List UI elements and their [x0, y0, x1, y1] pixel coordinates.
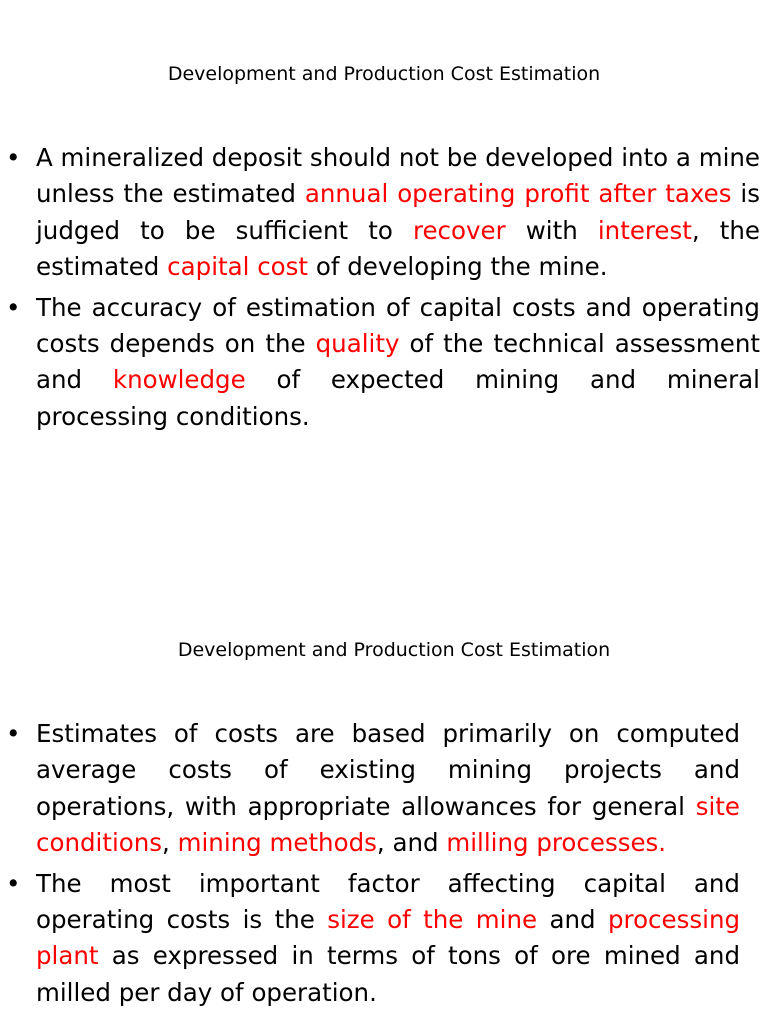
- text-segment: ,: [162, 828, 178, 858]
- bullet-dot-icon: •: [6, 868, 21, 898]
- bullet-dot-icon: •: [6, 292, 21, 322]
- bullet-text: [36, 143, 760, 281]
- highlighted-text: recover: [412, 215, 506, 245]
- bullet-dot-icon: •: [6, 143, 21, 172]
- slide-2: [0, 576, 768, 1024]
- text-segment: The accuracy of estimation of capital costs and operating costs depends on the: [36, 292, 760, 359]
- highlighted-text: size of the mine: [327, 905, 538, 935]
- highlighted-text: mining methods: [177, 828, 377, 858]
- bullet-dot-icon: •: [6, 719, 21, 748]
- highlighted-text: interest: [597, 215, 692, 245]
- bullet-item: [0, 290, 760, 436]
- highlighted-text: capital cost: [167, 252, 309, 282]
- text-segment: of expected mining and mineral processing conditions.: [36, 365, 760, 431]
- text-segment: A mineralized deposit should not be developed into a mine unless the estimated: [36, 143, 760, 209]
- text-segment: is judged to be sufficient to: [36, 179, 760, 245]
- text-segment: Estimates of costs are based primarily on computed average costs of existing mining projects and operations, with appropriate allowances for general: [36, 719, 740, 821]
- text-segment: , the estimated: [36, 215, 760, 282]
- highlighted-text: knowledge: [112, 365, 246, 395]
- bullet-text: [36, 869, 740, 1007]
- bullet-text: [36, 293, 760, 431]
- highlighted-text: site conditions: [36, 791, 740, 858]
- highlighted-text: milling processes.: [446, 828, 667, 858]
- bullet-item: [0, 140, 760, 286]
- bullet-item: [0, 866, 740, 1012]
- highlighted-text: quality: [315, 329, 400, 359]
- bullet-list: [0, 716, 740, 1015]
- bullet-text: [36, 719, 740, 857]
- text-segment: of developing the mine.: [308, 252, 608, 282]
- text-segment: of the technical assessment and: [36, 329, 760, 395]
- slide-title: Development and Production Cost Estimation: [177, 639, 611, 661]
- text-segment: , and: [376, 828, 447, 858]
- text-segment: as expressed in terms of tons of ore mined and milled per day of operation.: [36, 941, 740, 1007]
- highlighted-text: processing plant: [36, 905, 741, 971]
- text-segment: and: [537, 905, 608, 935]
- slide-title: Development and Production Cost Estimation: [167, 63, 601, 85]
- bullet-list: [0, 140, 760, 439]
- bullet-item: [0, 716, 740, 862]
- text-segment: The most important factor affecting capital and operating costs is the: [36, 868, 740, 935]
- text-segment: with: [505, 215, 598, 245]
- highlighted-text: annual operating profit after taxes: [304, 179, 732, 209]
